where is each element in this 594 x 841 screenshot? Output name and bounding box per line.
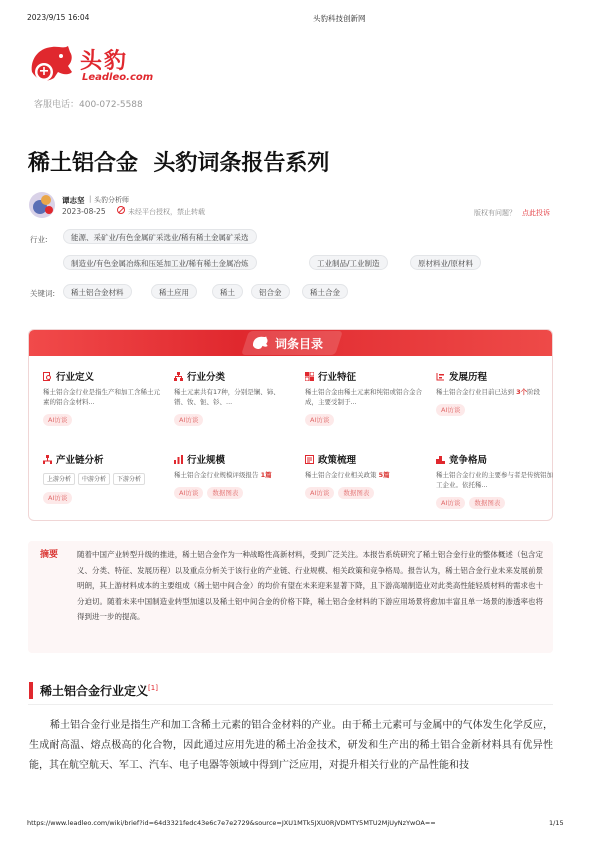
toc-card-title: 行业规模 (187, 455, 226, 466)
toc-card-desc (436, 387, 554, 397)
industry-tag[interactable]: 能源、采矿业/有色金属矿采选业/稀有稀土金属矿采选 (63, 229, 257, 244)
brand-domain[interactable]: Leadleo.com (82, 72, 154, 83)
toc-card-title: 政策梳理 (318, 455, 357, 466)
ai-interview-pill[interactable]: AI访谈 (305, 414, 334, 426)
downstream-tag[interactable]: 下游分析 (113, 473, 145, 485)
industry-tag[interactable]: 制造业/有色金属冶炼和压延加工业/稀有稀土金属冶炼 (63, 255, 257, 270)
toc-card-desc (174, 470, 292, 480)
document-icon (305, 455, 314, 464)
toc-card-desc: 稀土元素共有17种，分别是镧、铈、镨、钕、钷、钐、... (174, 388, 280, 406)
leopard-logo-icon (28, 42, 74, 86)
industry-tag[interactable]: 原材料业/原材料 (410, 255, 481, 270)
section-marker (29, 682, 33, 699)
desc-text: 稀土铝合金行业相关政策 (305, 471, 379, 479)
toc-card-features[interactable] (305, 369, 435, 426)
section-heading (40, 682, 158, 699)
copyright-question: 版权有问题？ (474, 209, 516, 217)
keyword-tag[interactable]: 稀土合金 (302, 284, 348, 299)
data-chart-pill[interactable]: 数据图表 (338, 487, 374, 499)
print-datetime: 2023/9/15 16:04 (27, 13, 90, 22)
ai-interview-pill[interactable]: AI访谈 (436, 404, 465, 416)
keyword-tag[interactable]: 稀土应用 (151, 284, 197, 299)
toc-card-chain[interactable] (43, 452, 173, 504)
page-number: 1/15 (549, 819, 564, 827)
ai-interview-pill[interactable]: AI访谈 (43, 414, 72, 426)
report-link[interactable]: 点此投诉 (522, 209, 550, 217)
data-chart-pill[interactable]: 数据图表 (207, 487, 243, 499)
section-ref[interactable]: [1] (148, 684, 158, 692)
midstream-tag[interactable]: 中游分析 (78, 473, 110, 485)
section-body: 稀土铝合金行业是指生产和加工含稀土元素的铝合金材料的产业。由于稀土元素可与金属中的气体发生化学反应，生成耐高温、熔点极高的化合物，因此通过应用先进的稀土冶金技术，研发和生产出的稀土铝合金新材料具有优异性能，其在航空航天、军工、汽车、电子电器等领域中得到广泛应用，对提升相关行业的产品性能和技 (29, 720, 553, 771)
section-heading-text: 稀土铝合金行业定义 (40, 684, 149, 698)
copyright-notice: 未经平台授权，禁止转载 (128, 208, 205, 216)
toc-card-desc: 稀土铝合金行业的主要参与者是传统铝加工企业。依托稀... (436, 471, 553, 489)
keyword-tag[interactable]: 稀土 (212, 284, 243, 299)
toc-card-policy[interactable] (305, 452, 435, 499)
toc-card-desc: 稀土铝合金由稀土元素和纯铝或铝合金合成，主要受制于... (305, 388, 422, 406)
chain-icon (43, 455, 52, 464)
keyword-tag[interactable]: 稀土铝合金材料 (63, 284, 132, 299)
ai-interview-pill[interactable]: AI访谈 (305, 487, 334, 499)
hierarchy-icon (174, 372, 183, 381)
timeline-icon (436, 372, 445, 381)
toc-card-history[interactable] (436, 369, 566, 416)
abstract-label: 摘要 (40, 550, 59, 560)
toc-card-title: 发展历程 (449, 372, 488, 383)
leopard-small-icon (251, 335, 269, 351)
avatar (29, 192, 55, 218)
data-chart-pill[interactable]: 数据图表 (469, 497, 505, 509)
desc-text: 阶段 (527, 388, 541, 396)
toc-card-competition[interactable] (436, 452, 566, 509)
toc-card-title: 行业分类 (187, 372, 226, 383)
footer-url[interactable]: https://www.leadleo.com/wiki/brief?id=64d3321fedc43e6c7e7e2729&source=JXU1MTk5JXU0RjVDMTY5MTU2MjUyNzYwOA== (27, 819, 436, 827)
author-divider: | (89, 195, 92, 203)
desc-highlight: 3个 (516, 388, 528, 396)
toc-banner-title: 词条目录 (275, 337, 324, 351)
grid-icon (305, 372, 314, 381)
desc-highlight: 1篇 (260, 471, 272, 479)
abstract-text: 随着中国产业转型升级的推进，稀土铝合金作为一种战略性高新材料，受到广泛关注。本报告系统研究了稀土铝合金行业的整体概述（包含定义、分类、特征、发展历程）以及重点分析关于该行业的产业链、行业规模、相关政策和竞争格局。报告认为，稀土铝合金行业未来发展前景明朗，其上游材料成本的主要组成（稀土铝中间合金）的均价有望在未来迎来显著下降，且下游高端制造业对此类高性能轻质材料的需求也十分迫切。随着未来中国制造业转型加速以及稀土铝中间合金的价格下降，稀土铝合金材料的下游应用场景将愈加丰富且单一场景的渗透率也将得到进一步的提高。 (77, 550, 543, 621)
keywords-label: 关键词: (30, 289, 56, 298)
ai-interview-pill[interactable]: AI访谈 (174, 487, 203, 499)
service-phone: 客服电话：400-072-5588 (34, 100, 143, 110)
toc-card-title: 行业特征 (318, 372, 357, 383)
toc-card-scale[interactable] (174, 452, 304, 499)
desc-highlight: 5篇 (378, 471, 390, 479)
forbidden-icon (117, 206, 125, 214)
desc-text: 稀土铝合金行业目前已达到 (436, 388, 517, 396)
upstream-tag[interactable]: 上游分析 (43, 473, 75, 485)
brand-name: 头豹 (80, 49, 129, 74)
ai-interview-pill[interactable]: AI访谈 (436, 497, 465, 509)
search-doc-icon (43, 372, 52, 381)
toc-card-classification[interactable] (174, 369, 304, 426)
ai-interview-pill[interactable]: AI访谈 (43, 492, 72, 504)
toc-card-title: 产业链分析 (56, 455, 104, 466)
toc-card-title: 行业定义 (56, 372, 95, 383)
author-role: 头豹分析师 (94, 196, 129, 204)
industry-tag[interactable]: 工业制品/工业制造 (309, 255, 388, 270)
desc-text: 稀土铝合金行业规模评级报告 (174, 471, 261, 479)
toc-card-desc (305, 470, 423, 480)
print-page-title: 头豹科技创新网 (313, 14, 366, 23)
toc-card-title: 竞争格局 (449, 455, 488, 466)
page-title: 稀土铝合金 头豹词条报告系列 (28, 151, 330, 176)
toc-card-desc: 稀土铝合金行业是指生产和加工含稀土元素的铝合金材料... (43, 388, 160, 406)
author-name[interactable]: 谭志坚 (62, 196, 85, 205)
keyword-tag[interactable]: 铝合金 (251, 284, 290, 299)
industry-label: 行业: (30, 235, 48, 244)
section-divider (28, 704, 553, 705)
publish-date: 2023-08-25 (62, 207, 106, 216)
toc-card-definition[interactable] (43, 369, 173, 426)
podium-icon (436, 455, 445, 464)
ai-interview-pill[interactable]: AI访谈 (174, 414, 203, 426)
bar-chart-icon (174, 455, 183, 464)
